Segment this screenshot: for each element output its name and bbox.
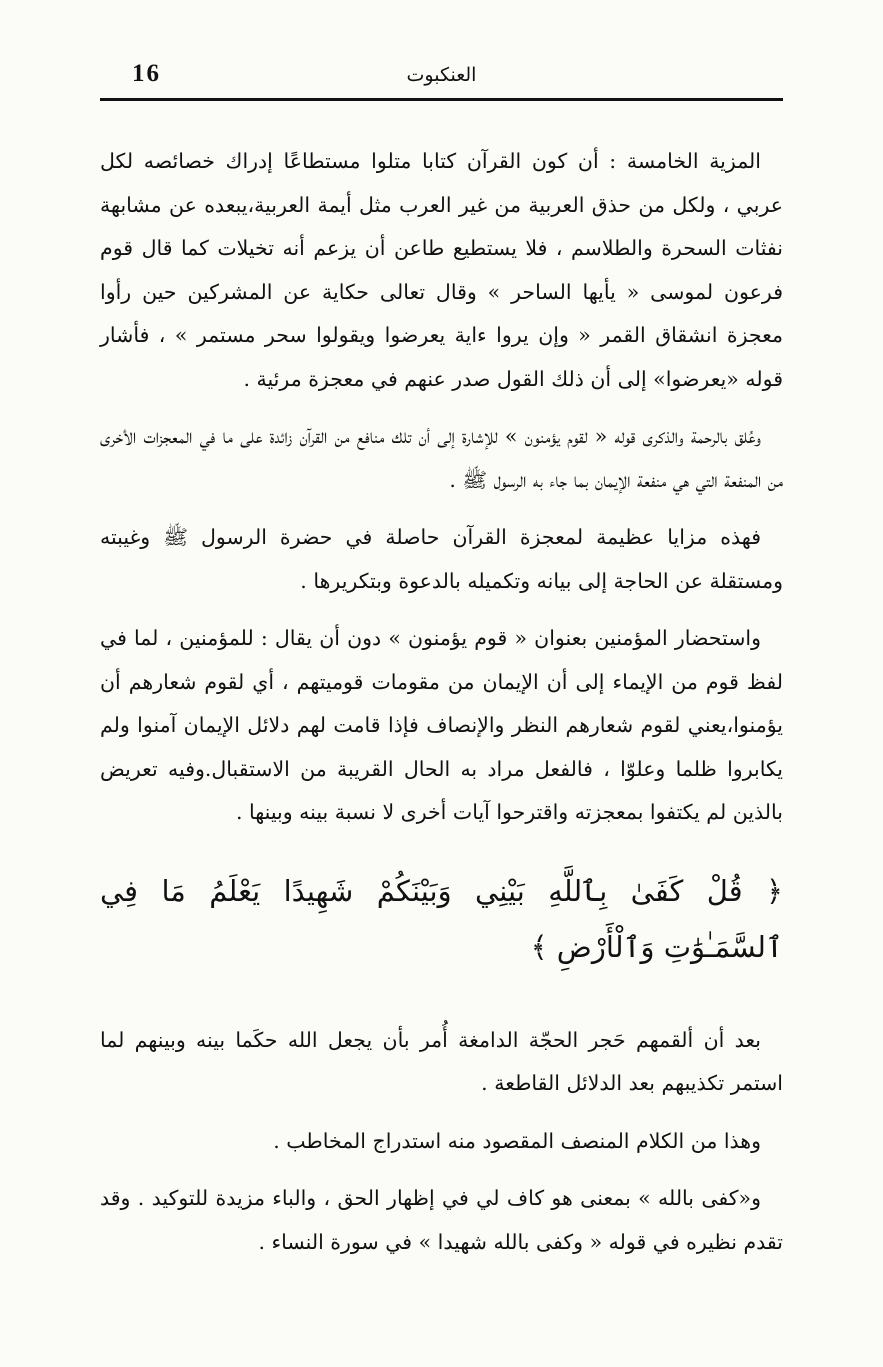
running-title: العنكبوت bbox=[406, 64, 477, 86]
paragraph-after-verse-3: و«كفى بالله » بمعنى هو كاف لي في إظهار الحق ، والباء مزيدة للتوكيد . وقد تقدم نظيره في قوله « وكفى بالله شهيدا » في سورة النساء . bbox=[100, 1186, 783, 1254]
paragraph-after-verse-1: بعد أن ألقمهم حَجر الحجّة الدامغة أُمر بأن يجعل الله حكَما بينه وبينهم لما استمر تكذيبهم بعد الدلائل القاطعة . bbox=[100, 1027, 783, 1095]
paragraph-believers-title: واستحضار المؤمنين بعنوان « قوم يؤمنون » دون أن يقال : للمؤمنين ، لما في لفظ قوم من الإيماء إلى أن الإيمان من مقومات قوميتهم ، أي لقوم شعارهم أن يؤمنوا،يعني لقوم شعارهم النظر والإنصاف فإذا قامت لهم دلائل الإيمان آمنوا ولم يكابروا ظلما وعلوّا ، فالفعل مراد به الحال القريبة من الاستقبال.وفيه تعريض بالذين لم يكتفوا بمعجزته واقترحوا آيات أخرى لا نسبة بينه وبينها . bbox=[100, 626, 783, 824]
page-number: 16 bbox=[132, 60, 161, 87]
paragraph-great-merits: فهذه مزايا عظيمة لمعجزة القرآن حاصلة في حضرة الرسول ﷺ وغيبته ومستقلة عن الحاجة إلى بيانه وتكميله بالدعوة وبتكريرها . bbox=[100, 525, 783, 593]
header-rule bbox=[100, 98, 783, 101]
page-body bbox=[100, 140, 783, 1278]
page-header bbox=[100, 60, 783, 100]
quran-verse: ﴿ قُلْ كَفَىٰ بِٱللَّهِ بَيْنِي وَبَيْنَكُمْ شَهِيدًا يَعْلَمُ مَا فِي ٱلسَّمَـٰوَٰتِ وَٱلْأَرْضِ ﴾ bbox=[100, 873, 783, 964]
paragraph-mercy-reminder: وعُلق بالرحمة والذكرى قوله « لقوم يؤمنون » للإشارة إلى أن تلك منافع من القرآن زائدة على ما في المعجزات الأخرى من المنفعة التي هي منفعة الإيمان بما جاء به الرسول ﷺ . bbox=[100, 424, 783, 492]
paragraph-after-verse-2: وهذا من الكلام المنصف المقصود منه استدراج المخاطب . bbox=[273, 1128, 761, 1153]
paragraph-fifth-merit: المزية الخامسة : أن كون القرآن كتابا متلوا مستطاعًا إدراك خصائصه لكل عربي ، ولكل من حذق العربية من غير العرب مثل أيمة العربية،يبعده عن مشابهة نفثات السحرة والطلاسم ، فلا يستطيع طاعن أن يزعم أنه تخيلات كما قال قوم فرعون لموسى « يأيها الساحر » وقال تعالى حكاية عن المشركين حين رأوا معجزة انشقاق القمر « وإن يروا ءاية يعرضوا ويقولوا سحر مستمر » ، فأشار قوله «يعرضوا» إلى أن ذلك القول صدر عنهم في معجزة مرئية . bbox=[100, 149, 783, 391]
quran-verse-block bbox=[100, 863, 783, 975]
